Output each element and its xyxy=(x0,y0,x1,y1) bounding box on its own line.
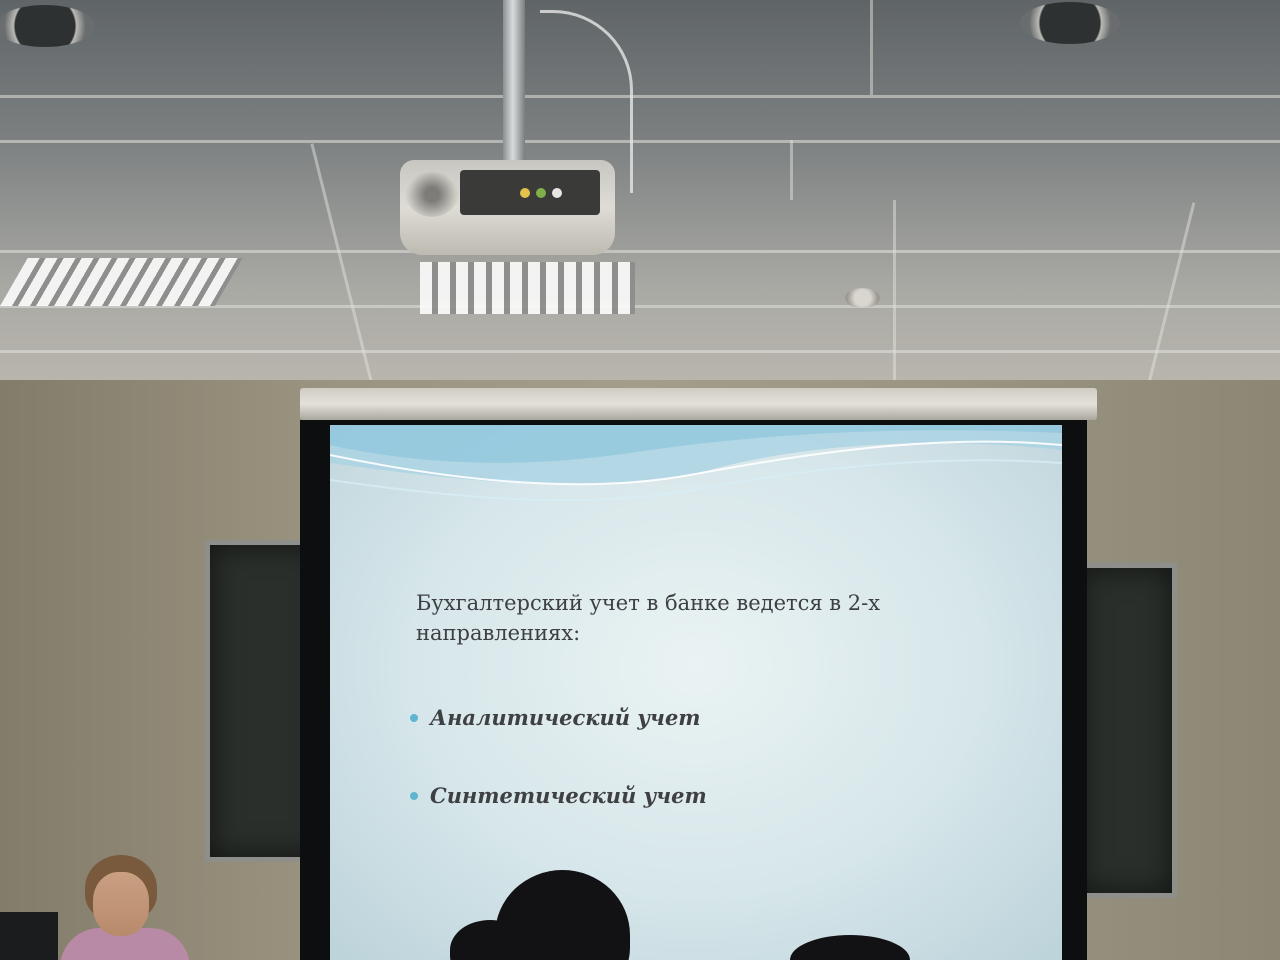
port-yellow xyxy=(520,188,530,198)
screen-case xyxy=(300,388,1097,420)
laptop xyxy=(0,912,58,960)
ceiling-grid-line xyxy=(893,200,896,385)
chalkboard-right xyxy=(1075,563,1177,898)
slide-paragraph-line1: Бухгалтерский учет в банке ведется в 2-х xyxy=(416,591,881,615)
lecturer-face xyxy=(93,872,149,936)
ceiling-speaker xyxy=(0,5,95,47)
bullet-dot-icon xyxy=(410,792,418,800)
ceiling-grid-line xyxy=(1148,202,1196,382)
slide-paragraph xyxy=(416,588,976,648)
projector-lens xyxy=(406,172,458,217)
ceiling-grid-line xyxy=(0,95,1280,98)
bullet-dot-icon xyxy=(410,714,418,722)
ceiling-grid-line xyxy=(0,350,1280,353)
ceiling-grid-line xyxy=(0,140,1280,143)
projector xyxy=(400,160,615,255)
port-white xyxy=(552,188,562,198)
slide-bullet-text: Аналитический учет xyxy=(430,705,701,730)
projector-mount-pole xyxy=(503,0,525,160)
ceiling-light-panel xyxy=(0,258,243,306)
slide-wave-decoration xyxy=(330,425,1062,960)
ceiling-light-panel xyxy=(420,262,635,314)
ceiling-grid-line xyxy=(310,143,372,381)
port-green xyxy=(536,188,546,198)
ceiling-speaker xyxy=(1020,2,1120,44)
smoke-detector xyxy=(845,288,880,308)
slide-bullet-text: Синтетический учет xyxy=(430,783,707,808)
ceiling-grid-line xyxy=(0,250,1280,253)
projection-slide xyxy=(330,425,1062,960)
projector-ports xyxy=(460,170,600,215)
ceiling xyxy=(0,0,1280,385)
slide-paragraph-line2: направлениях: xyxy=(416,621,581,645)
ceiling-grid-line xyxy=(790,140,793,200)
ceiling-grid-line xyxy=(870,0,873,95)
